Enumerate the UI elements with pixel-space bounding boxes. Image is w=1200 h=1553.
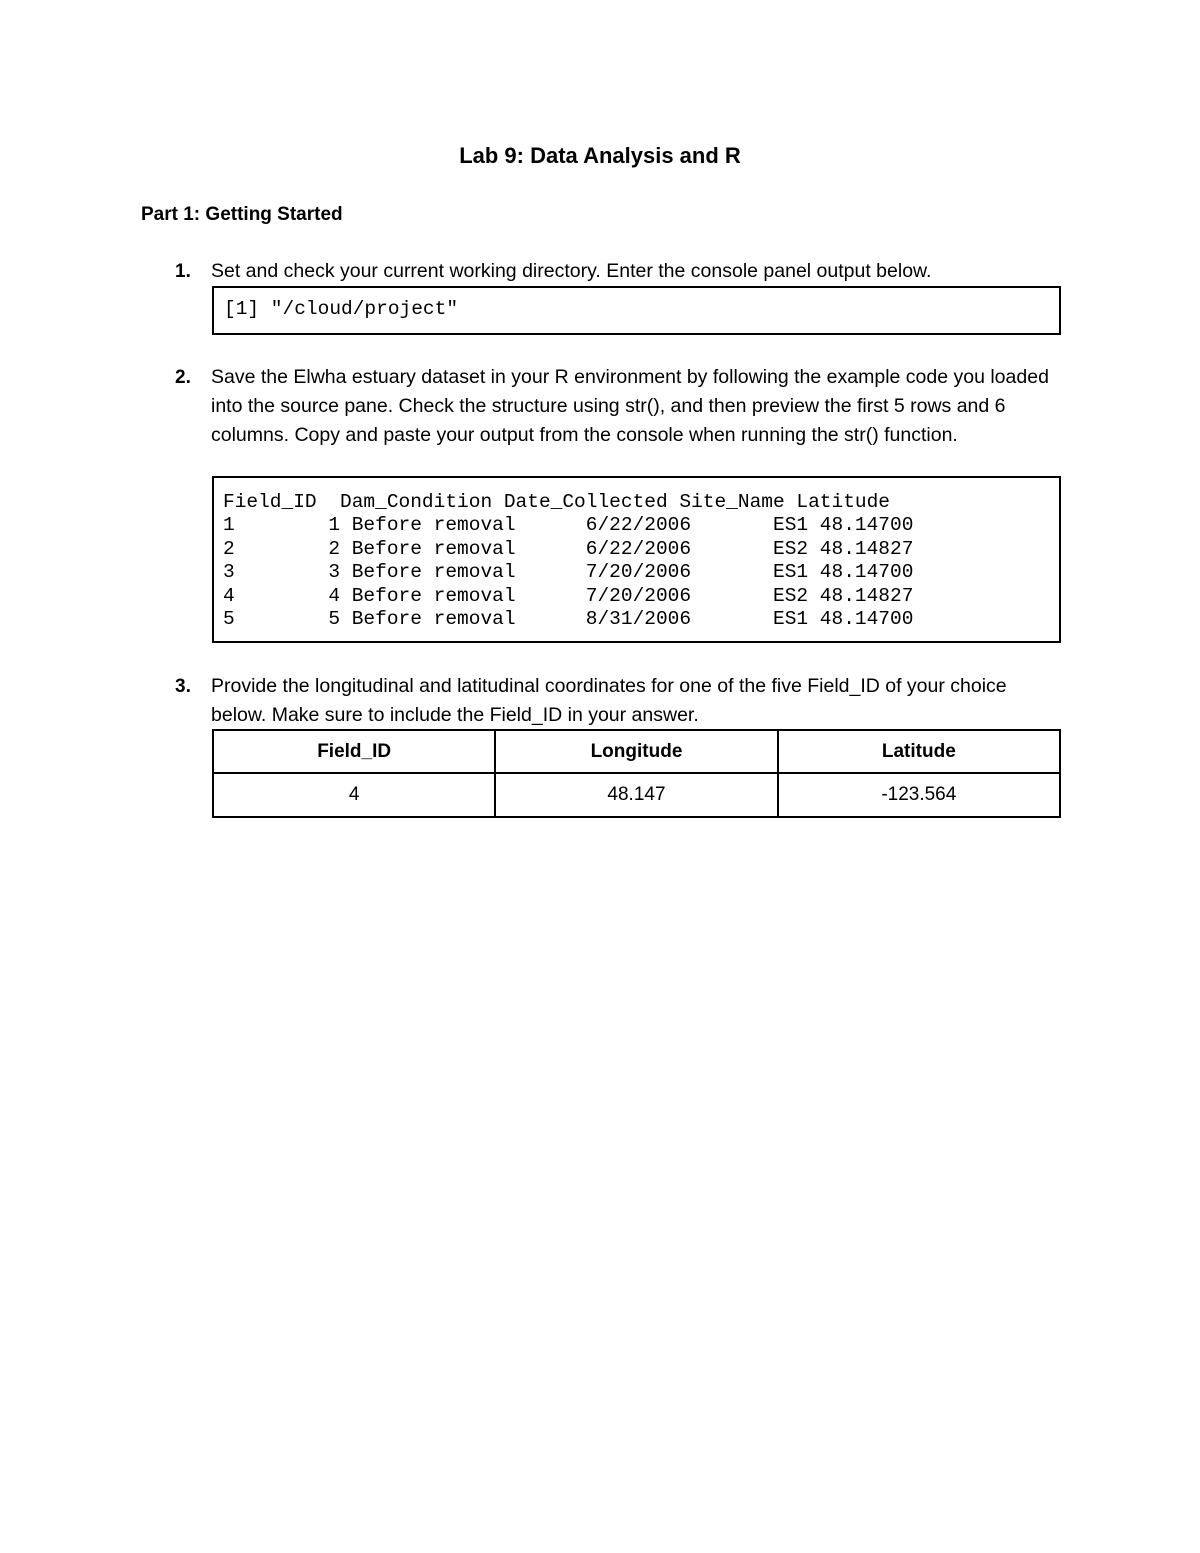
part-heading: Part 1: Getting Started: [141, 204, 343, 225]
console-output-row: 3 3 Before removal 7/20/2006 ES1 48.14700: [223, 561, 914, 584]
question-3-number: 3.: [175, 676, 191, 697]
question-1-answer-box[interactable]: [212, 286, 1061, 335]
question-2-text: Save the Elwha estuary dataset in your R environment by following the example code you loaded into the source pane. Check the structure using str(), and then preview the first 5 rows and 6 columns. Copy and paste your output from the console when running the str() function.: [211, 366, 1049, 446]
header-latitude: Latitude: [778, 730, 1060, 773]
question-3-text: Provide the longitudinal and latitudinal coordinates for one of the five Field_ID of your choice below. Make sure to include the Field_ID in your answer.: [211, 675, 1007, 726]
table-row: [213, 773, 1060, 817]
coordinates-table: [212, 729, 1061, 818]
cell-latitude[interactable]: -123.564: [778, 773, 1060, 817]
console-output-row: 5 5 Before removal 8/31/2006 ES1 48.14700: [223, 607, 914, 630]
console-output-row: 1 1 Before removal 6/22/2006 ES1 48.14700: [223, 514, 914, 537]
console-output-header: Field_ID Dam_Condition Date_Collected Site_Name Latitude: [223, 491, 891, 513]
console-output-row: 4 4 Before removal 7/20/2006 ES2 48.14827: [223, 584, 914, 607]
page-title: Lab 9: Data Analysis and R: [459, 143, 741, 168]
cell-field-id[interactable]: 4: [213, 773, 495, 817]
header-longitude: Longitude: [495, 730, 777, 773]
console-output-row: 2 2 Before removal 6/22/2006 ES2 48.14827: [223, 537, 914, 560]
table-header-row: [213, 730, 1060, 773]
question-1-number: 1.: [175, 261, 191, 282]
header-field-id: Field_ID: [213, 730, 495, 773]
question-2-number: 2.: [175, 367, 191, 388]
question-1-text: Set and check your current working directory. Enter the console panel output below.: [211, 260, 932, 282]
cell-longitude[interactable]: 48.147: [495, 773, 777, 817]
question-2-answer-box[interactable]: [212, 476, 1061, 643]
console-output-line: [1] "/cloud/project": [224, 298, 459, 320]
